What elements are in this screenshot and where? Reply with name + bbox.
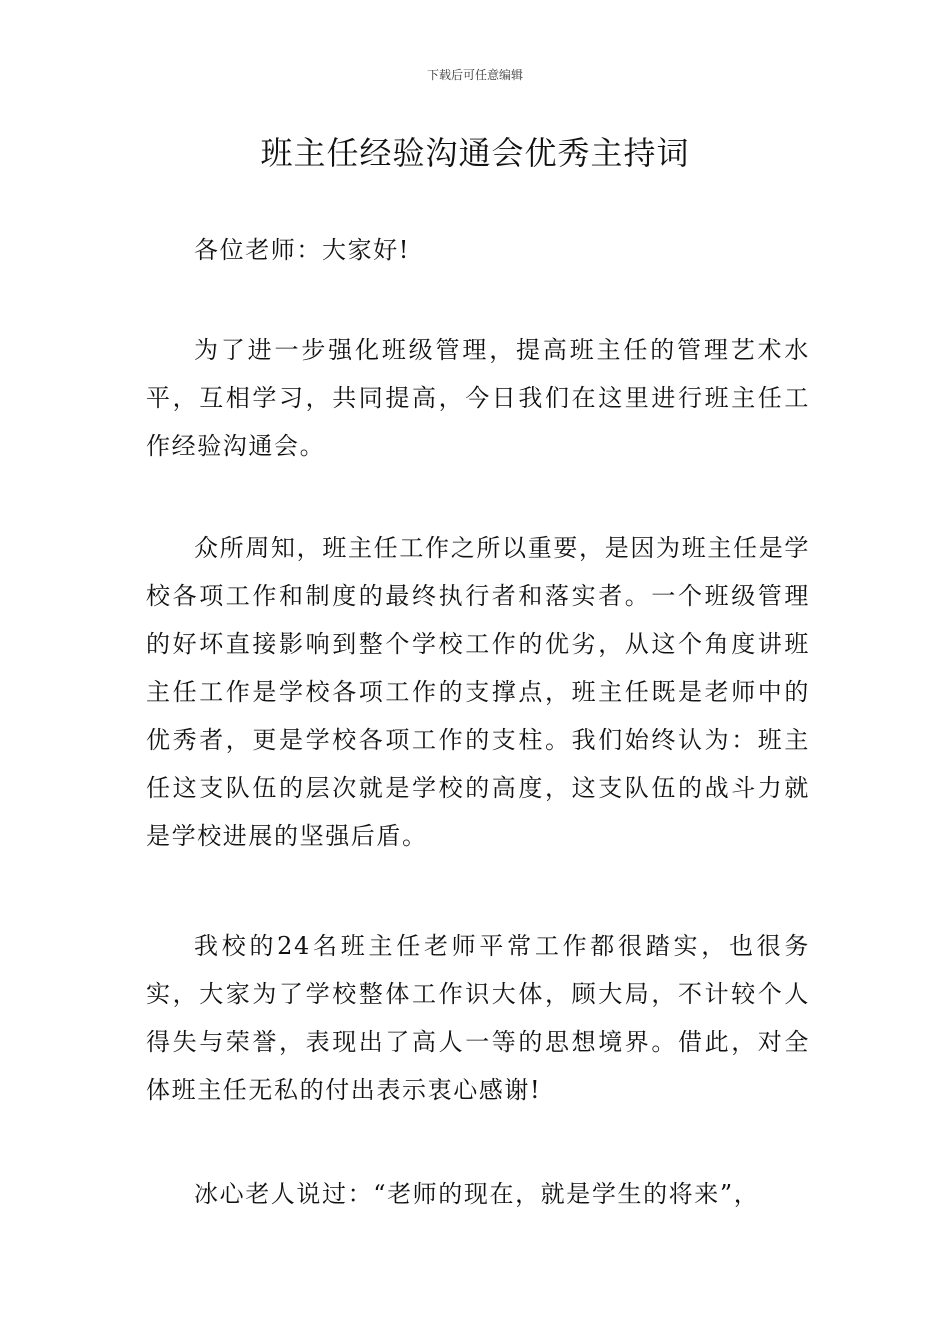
document-title: 班主任经验沟通会优秀主持词: [260, 134, 690, 172]
body-paragraph-1: 为了进一步强化班级管理，提高班主任的管理艺术水平，互相学习，共同提高，今日我们在这里进行班主任工作经验沟通会。: [146, 336, 810, 460]
body-paragraph-3: 我校的24名班主任老师平常工作都很踏实，也很务实，大家为了学校整体工作识大体，顾大局，不计较个人得失与荣誉，表现出了高人一等的思想境界。借此，对全体班主任无私的付出表示衷心感谢!: [146, 932, 810, 1104]
body-paragraph-4: 冰心老人说过：“老师的现在，就是学生的将来”，: [194, 1180, 760, 1208]
greeting-paragraph: 各位老师：大家好!: [194, 236, 411, 264]
header-note: 下载后可任意编辑: [426, 68, 523, 82]
body-paragraph-2: 众所周知，班主任工作之所以重要，是因为班主任是学校各项工作和制度的最终执行者和落实者。一个班级管理的好坏直接影响到整个学校工作的优劣，从这个角度讲班主任工作是学校各项工作的支撑点，班主任既是老师中的优秀者，更是学校各项工作的支柱。我们始终认为：班主任这支队伍的层次就是学校的高度，这支队伍的战斗力就是学校进展的坚强后盾。: [146, 534, 810, 850]
